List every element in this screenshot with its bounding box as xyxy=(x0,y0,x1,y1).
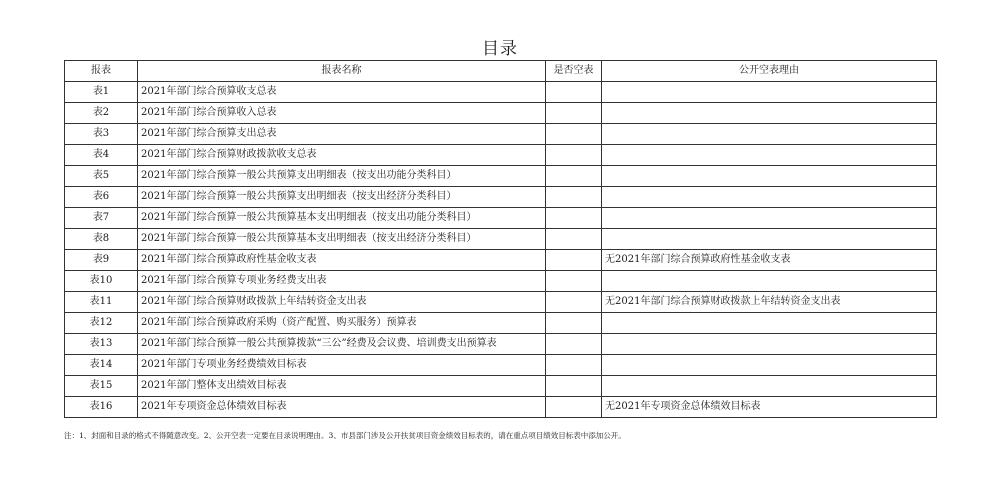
cell-name: 2021年部门综合预算收入总表 xyxy=(138,103,546,124)
table-row xyxy=(65,124,937,145)
page-title: 目录 xyxy=(482,39,518,59)
table-row xyxy=(65,166,937,187)
table-row xyxy=(65,187,937,208)
cell-name: 2021年部门综合预算一般公共预算基本支出明细表（按支出功能分类科目） xyxy=(138,208,546,229)
cell-is-empty xyxy=(546,334,602,355)
cell-is-empty xyxy=(546,250,602,271)
cell-is-empty xyxy=(546,292,602,313)
cell-reason: 无2021年部门综合预算财政拨款上年结转资金支出表 xyxy=(602,292,937,313)
cell-name: 2021年部门综合预算支出总表 xyxy=(138,124,546,145)
header-reason: 公开空表理由 xyxy=(602,61,937,82)
cell-code: 表5 xyxy=(65,166,138,187)
table-row xyxy=(65,250,937,271)
cell-code: 表9 xyxy=(65,250,138,271)
cell-code: 表12 xyxy=(65,313,138,334)
cell-reason: 无2021年专项资金总体绩效目标表 xyxy=(602,397,937,418)
header-name: 报表名称 xyxy=(138,61,546,82)
table-row xyxy=(65,376,937,397)
cell-is-empty xyxy=(546,271,602,292)
cell-code: 表4 xyxy=(65,145,138,166)
cell-is-empty xyxy=(546,355,602,376)
cell-is-empty xyxy=(546,187,602,208)
cell-is-empty xyxy=(546,82,602,103)
cell-is-empty xyxy=(546,124,602,145)
table-row xyxy=(65,355,937,376)
cell-name: 2021年部门综合预算一般公共预算拨款“三公”经费及会议费、培训费支出预算表 xyxy=(138,334,546,355)
cell-is-empty xyxy=(546,313,602,334)
cell-reason xyxy=(602,82,937,103)
cell-code: 表14 xyxy=(65,355,138,376)
cell-code: 表3 xyxy=(65,124,138,145)
table-row xyxy=(65,145,937,166)
cell-code: 表11 xyxy=(65,292,138,313)
table-row xyxy=(65,229,937,250)
cell-code: 表16 xyxy=(65,397,138,418)
cell-code: 表15 xyxy=(65,376,138,397)
table-row xyxy=(65,271,937,292)
cell-is-empty xyxy=(546,145,602,166)
table-row xyxy=(65,313,937,334)
cell-name: 2021年部门综合预算一般公共预算支出明细表（按支出经济分类科目） xyxy=(138,187,546,208)
cell-reason xyxy=(602,124,937,145)
table-row xyxy=(65,208,937,229)
cell-code: 表10 xyxy=(65,271,138,292)
cell-reason xyxy=(602,334,937,355)
cell-name: 2021年专项资金总体绩效目标表 xyxy=(138,397,546,418)
cell-is-empty xyxy=(546,103,602,124)
cell-reason xyxy=(602,103,937,124)
cell-reason xyxy=(602,229,937,250)
cell-code: 表7 xyxy=(65,208,138,229)
cell-name: 2021年部门综合预算一般公共预算支出明细表（按支出功能分类科目） xyxy=(138,166,546,187)
cell-code: 表1 xyxy=(65,82,138,103)
table-row xyxy=(65,397,937,418)
cell-is-empty xyxy=(546,397,602,418)
cell-name: 2021年部门综合预算一般公共预算基本支出明细表（按支出经济分类科目） xyxy=(138,229,546,250)
cell-is-empty xyxy=(546,166,602,187)
cell-reason xyxy=(602,355,937,376)
cell-reason xyxy=(602,166,937,187)
cell-code: 表6 xyxy=(65,187,138,208)
table-header-row xyxy=(65,61,937,82)
cell-code: 表2 xyxy=(65,103,138,124)
table-row xyxy=(65,334,937,355)
cell-name: 2021年部门综合预算财政拨款收支总表 xyxy=(138,145,546,166)
cell-reason xyxy=(602,313,937,334)
cell-is-empty xyxy=(546,229,602,250)
cell-name: 2021年部门综合预算专项业务经费支出表 xyxy=(138,271,546,292)
footnote: 注：1、封面和目录的格式不得随意改变。2、公开空表一定要在目录说明理由。3、市县部门涉及公开扶贫项目资金绩效目标表的，请在重点项目绩效目标表中添加公开。 xyxy=(64,431,626,440)
cell-name: 2021年部门综合预算财政拨款上年结转资金支出表 xyxy=(138,292,546,313)
cell-reason: 无2021年部门综合预算政府性基金收支表 xyxy=(602,250,937,271)
cell-reason xyxy=(602,187,937,208)
cell-reason xyxy=(602,208,937,229)
cell-reason xyxy=(602,145,937,166)
cell-name: 2021年部门综合预算政府性基金收支表 xyxy=(138,250,546,271)
cell-is-empty xyxy=(546,208,602,229)
cell-code: 表13 xyxy=(65,334,138,355)
table-row xyxy=(65,292,937,313)
cell-name: 2021年部门整体支出绩效目标表 xyxy=(138,376,546,397)
cell-name: 2021年部门专项业务经费绩效目标表 xyxy=(138,355,546,376)
cell-code: 表8 xyxy=(65,229,138,250)
catalog-table xyxy=(64,60,937,418)
header-is-empty: 是否空表 xyxy=(546,61,602,82)
cell-reason xyxy=(602,376,937,397)
cell-reason xyxy=(602,271,937,292)
cell-is-empty xyxy=(546,376,602,397)
table-body xyxy=(65,82,937,418)
table-row xyxy=(65,82,937,103)
cell-name: 2021年部门综合预算收支总表 xyxy=(138,82,546,103)
header-code: 报表 xyxy=(65,61,138,82)
table-row xyxy=(65,103,937,124)
cell-name: 2021年部门综合预算政府采购（资产配置、购买服务）预算表 xyxy=(138,313,546,334)
